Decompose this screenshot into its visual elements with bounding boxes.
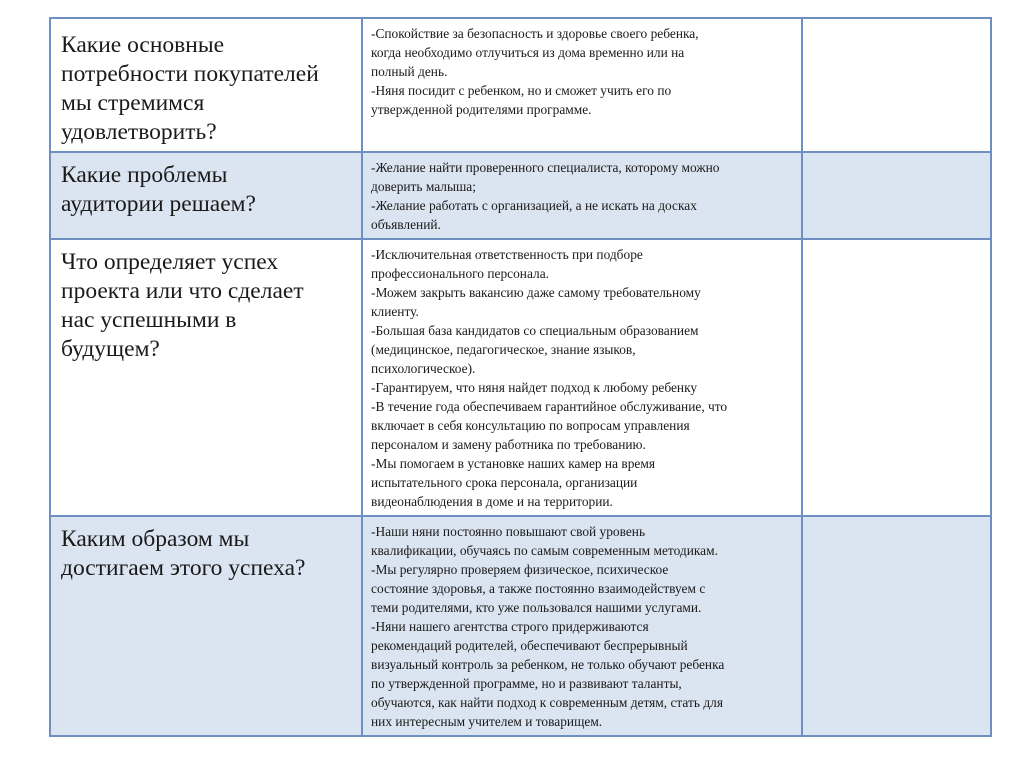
question-cell xyxy=(50,239,362,516)
answer-cell xyxy=(362,239,802,516)
extra-cell xyxy=(802,239,991,516)
question-text: Что определяет успех проекта или что сделает нас успешными в будущем? xyxy=(61,249,304,362)
answer-text: -Исключительная ответственность при подборе профессионального персонала. -Можем закрыть вакансию даже самому требовательному клиенту. -Большая база кандидатов со специальным образованием (медицинское, педагогическое, знание языков, психологическое). -Гарантируем, что няня найдет подход к любому ребенку -В течение года обеспечиваем гарантийное обслуживание, что включает в себя консультацию по вопросам управления персоналом и замену работника по требованию. -Мы помогаем в установке наших камер на время испытательного срока персонала, организации видеонаблюдения в доме и на территории. xyxy=(371,247,728,509)
question-text: Каким образом мы достигаем этого успеха? xyxy=(61,526,306,581)
extra-cell xyxy=(802,516,991,736)
table-row xyxy=(50,239,991,516)
question-cell xyxy=(50,516,362,736)
table-row xyxy=(50,152,991,239)
strategy-table xyxy=(49,17,992,737)
answer-text: -Спокойствие за безопасность и здоровье своего ребенка, когда необходимо отлучиться из дома временно или на полный день. -Няня посидит с ребенком, но и сможет учить его по утвержденной родителями программе. xyxy=(371,26,699,117)
extra-text xyxy=(803,240,990,249)
answer-cell xyxy=(362,516,802,736)
extra-cell xyxy=(802,152,991,239)
extra-cell xyxy=(802,18,991,152)
question-text: Какие проблемы аудитории решаем? xyxy=(61,162,256,217)
answer-text: -Наши няни постоянно повышают свой уровень квалификации, обучаясь по самым современным методикам. -Мы регулярно проверяем физическое, психическое состояние здоровья, а также постоянно взаимодействуем с теми родителями, кто уже пользовался нашими услугами. -Няни нашего агентства строго придерживаются рекомендаций родителей, обеспечивают беспрерывный визуальный контроль за ребенком, не только обучают ребенка по утвержденной программе, но и развивают таланты, обучаются, как найти подход к современным детям, стать для них интересным учителем и товарищем. xyxy=(371,524,725,729)
question-cell xyxy=(50,18,362,152)
answer-cell xyxy=(362,152,802,239)
question-text: Какие основные потребности покупателей мы стремимся удовлетворить? xyxy=(61,32,319,145)
extra-text xyxy=(803,153,990,162)
answer-cell xyxy=(362,18,802,152)
table-row xyxy=(50,18,991,152)
extra-text xyxy=(803,517,990,526)
answer-text: -Желание найти проверенного специалиста, которому можно доверить малыша; -Желание работать с организацией, а не искать на досках объявлений. xyxy=(371,160,720,232)
question-cell xyxy=(50,152,362,239)
extra-text xyxy=(803,19,990,28)
table-row xyxy=(50,516,991,736)
